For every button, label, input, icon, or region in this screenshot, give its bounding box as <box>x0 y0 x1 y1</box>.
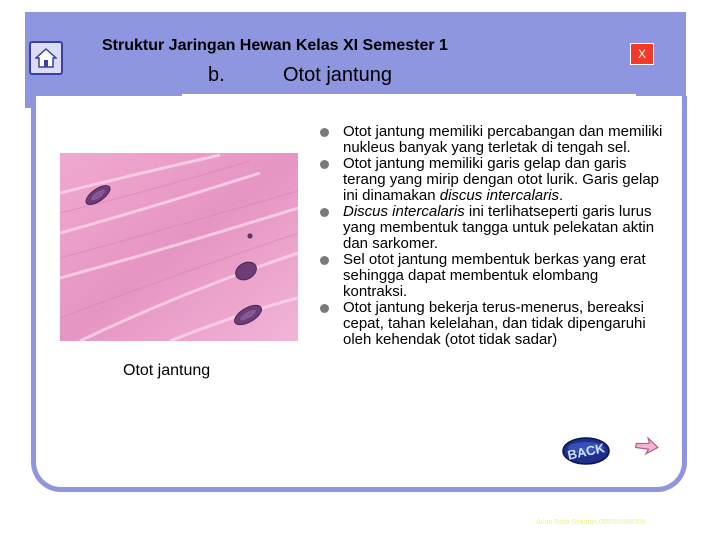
cardiac-muscle-micrograph <box>60 153 298 341</box>
next-arrow-button[interactable] <box>634 434 660 458</box>
close-button[interactable]: X <box>630 43 654 65</box>
back-label: BACK <box>566 440 607 463</box>
bullet-text-3b: ini terlihatseperti garis lurus yang membentuk tangga untuk pelekatan aktin dan sarkomer. <box>343 203 655 252</box>
bullet-item-4 <box>318 252 663 300</box>
bullet-item-5 <box>318 300 663 348</box>
document-title: Struktur Jaringan Hewan Kelas XI Semester 1 <box>102 37 448 54</box>
bullet-text-3a: Discus intercalaris <box>343 203 465 220</box>
bullet-text-4a: Sel otot jantung membentuk berkas yang erat sehingga dapat membentuk elombang kontraksi. <box>343 251 646 300</box>
bullet-item-3 <box>318 204 663 252</box>
right-arrow-icon <box>634 434 660 458</box>
back-button[interactable] <box>561 436 611 466</box>
bullet-text-1a: Otot jantung memiliki percabangan dan memiliki nukleus banyak yang terletak di tengah sel. <box>343 123 663 156</box>
bullet-dot <box>320 128 329 137</box>
bullet-dot <box>320 304 329 313</box>
bullet-text-2a: Otot jantung memiliki garis gelap dan garis terang yang mirip dengan otot lurik. Garis gelap ini dinamakan <box>343 155 660 204</box>
bullet-item-2 <box>318 156 663 204</box>
bullet-dot <box>320 208 329 217</box>
home-icon <box>35 47 57 69</box>
footer-credit: Arinn Rizki Syaman 085356588308 <box>536 519 646 526</box>
section-title: Otot jantung <box>283 64 392 86</box>
bullet-text-5a: Otot jantung bekerja terus-menerus, bereaksi cepat, tahan kelelahan, dan tidak dipengaruhi oleh kehendak (otot tidak sadar) <box>343 299 646 348</box>
back-badge-icon <box>561 436 611 466</box>
bullet-item-1 <box>318 124 663 156</box>
bullet-list <box>318 124 663 348</box>
bullet-dot <box>320 256 329 265</box>
home-button[interactable] <box>29 41 63 75</box>
bullet-text-2c: . <box>558 187 564 204</box>
bullet-dot <box>320 160 329 169</box>
bullet-text-2b: discus intercalaris <box>439 187 559 204</box>
image-caption: Otot jantung <box>123 362 211 379</box>
section-letter: b. <box>208 64 225 86</box>
